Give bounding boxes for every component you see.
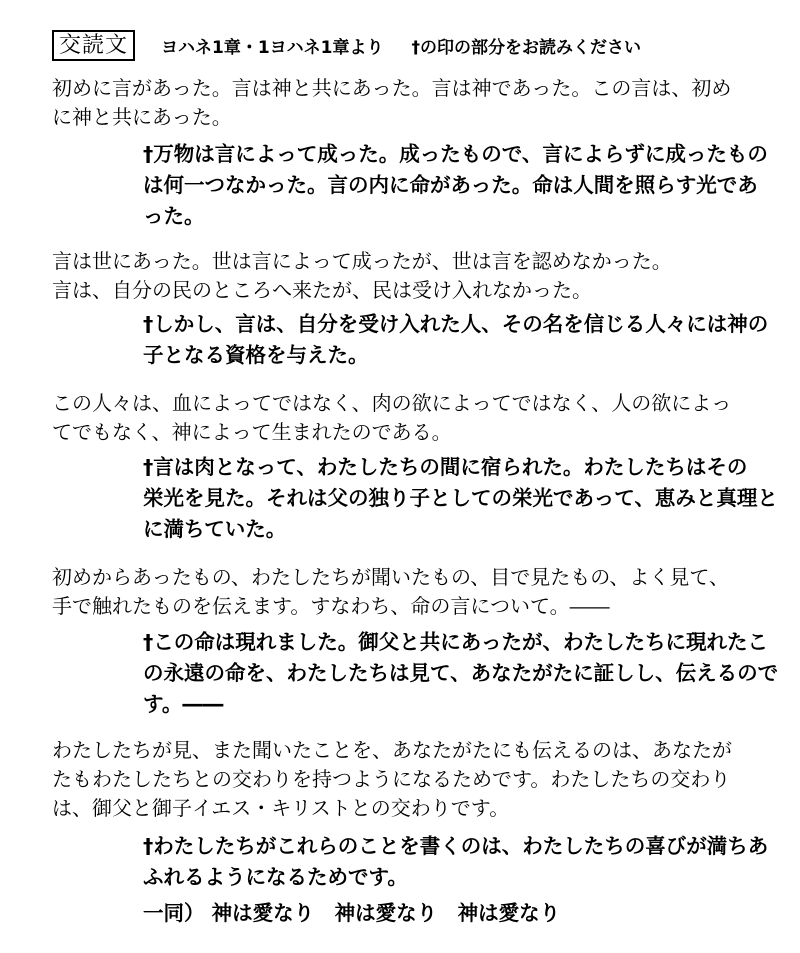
text-line: った。 bbox=[143, 204, 205, 228]
text-line: †言は肉となって、わたしたちの間に宿られた。わたしたちはその bbox=[143, 455, 748, 479]
text-line: †この命は現れました。御父と共にあったが、わたしたちに現れたこ bbox=[143, 630, 769, 654]
text-line: に満ちていた。 bbox=[143, 517, 287, 541]
text-line: たもわたしたちとの交わりを持つようになるためです。わたしたちの交わり bbox=[52, 767, 731, 791]
scripture-source: ヨハネ1章・1ヨハネ1章より bbox=[161, 37, 384, 58]
leader-paragraph-3 bbox=[52, 389, 731, 447]
text-line: は何一つなかった。言の内に命があった。命は人間を照らす光であ bbox=[143, 173, 758, 197]
text-line: に神と共にあった。 bbox=[52, 105, 232, 129]
text-line: 言は世にあった。世は言によって成ったが、世は言を認めなかった。 bbox=[52, 249, 672, 273]
text-line: †しかし、言は、自分を受け入れた人、その名を信じる人々には神の bbox=[143, 312, 769, 336]
text-line: ふれるようになるためです。 bbox=[143, 865, 408, 889]
text-line: わたしたちが見、また聞いたことを、あなたがたにも伝えるのは、あなたが bbox=[52, 738, 732, 762]
text-line: 手で触れたものを伝えます。すなわち、命の言について。―― bbox=[52, 594, 610, 618]
text-line: の永遠の命を、わたしたちは見て、あなたがたに証しし、伝えるので bbox=[143, 661, 779, 685]
text-line: †万物は言によって成った。成ったもので、言によらずに成ったもの bbox=[143, 142, 768, 166]
text-line: す。―― bbox=[143, 692, 224, 716]
response-paragraph-5 bbox=[143, 831, 768, 893]
leader-paragraph-4 bbox=[52, 563, 729, 621]
leader-paragraph-2 bbox=[52, 247, 672, 305]
response-paragraph-1 bbox=[143, 139, 768, 232]
text-line: †わたしたちがこれらのことを書くのは、わたしたちの喜びが満ちあ bbox=[143, 834, 769, 858]
response-paragraph-4 bbox=[143, 627, 778, 720]
reading-instruction: †の印の部分をお読みください bbox=[411, 37, 642, 58]
text-line: 子となる資格を与えた。 bbox=[143, 343, 369, 367]
text-line: は、御父と御子イエス・キリストとの交わりです。 bbox=[52, 796, 510, 820]
text-line: 栄光を見た。それは父の独り子としての栄光であって、恵みと真理と bbox=[143, 486, 778, 510]
header bbox=[52, 28, 641, 62]
leader-paragraph-1 bbox=[52, 74, 731, 132]
text-line: てでもなく、神によって生まれたのである。 bbox=[52, 420, 452, 444]
response-paragraph-3 bbox=[143, 452, 778, 545]
text-line: 初めからあったもの、わたしたちが聞いたもの、目で見たもの、よく見て、 bbox=[52, 565, 729, 589]
text-line: 初めに言があった。言は神と共にあった。言は神であった。この言は、初め bbox=[52, 76, 732, 100]
page-title: 交読文 bbox=[52, 30, 135, 61]
text-line: 言は、自分の民のところへ来たが、民は受け入れなかった。 bbox=[52, 278, 592, 302]
text-line: この人々は、血によってではなく、肉の欲によってではなく、人の欲によっ bbox=[52, 391, 732, 415]
response-paragraph-2 bbox=[143, 309, 768, 371]
leader-paragraph-5 bbox=[52, 736, 732, 823]
unison-response: 一同） 神は愛なり 神は愛なり 神は愛なり bbox=[143, 901, 561, 925]
